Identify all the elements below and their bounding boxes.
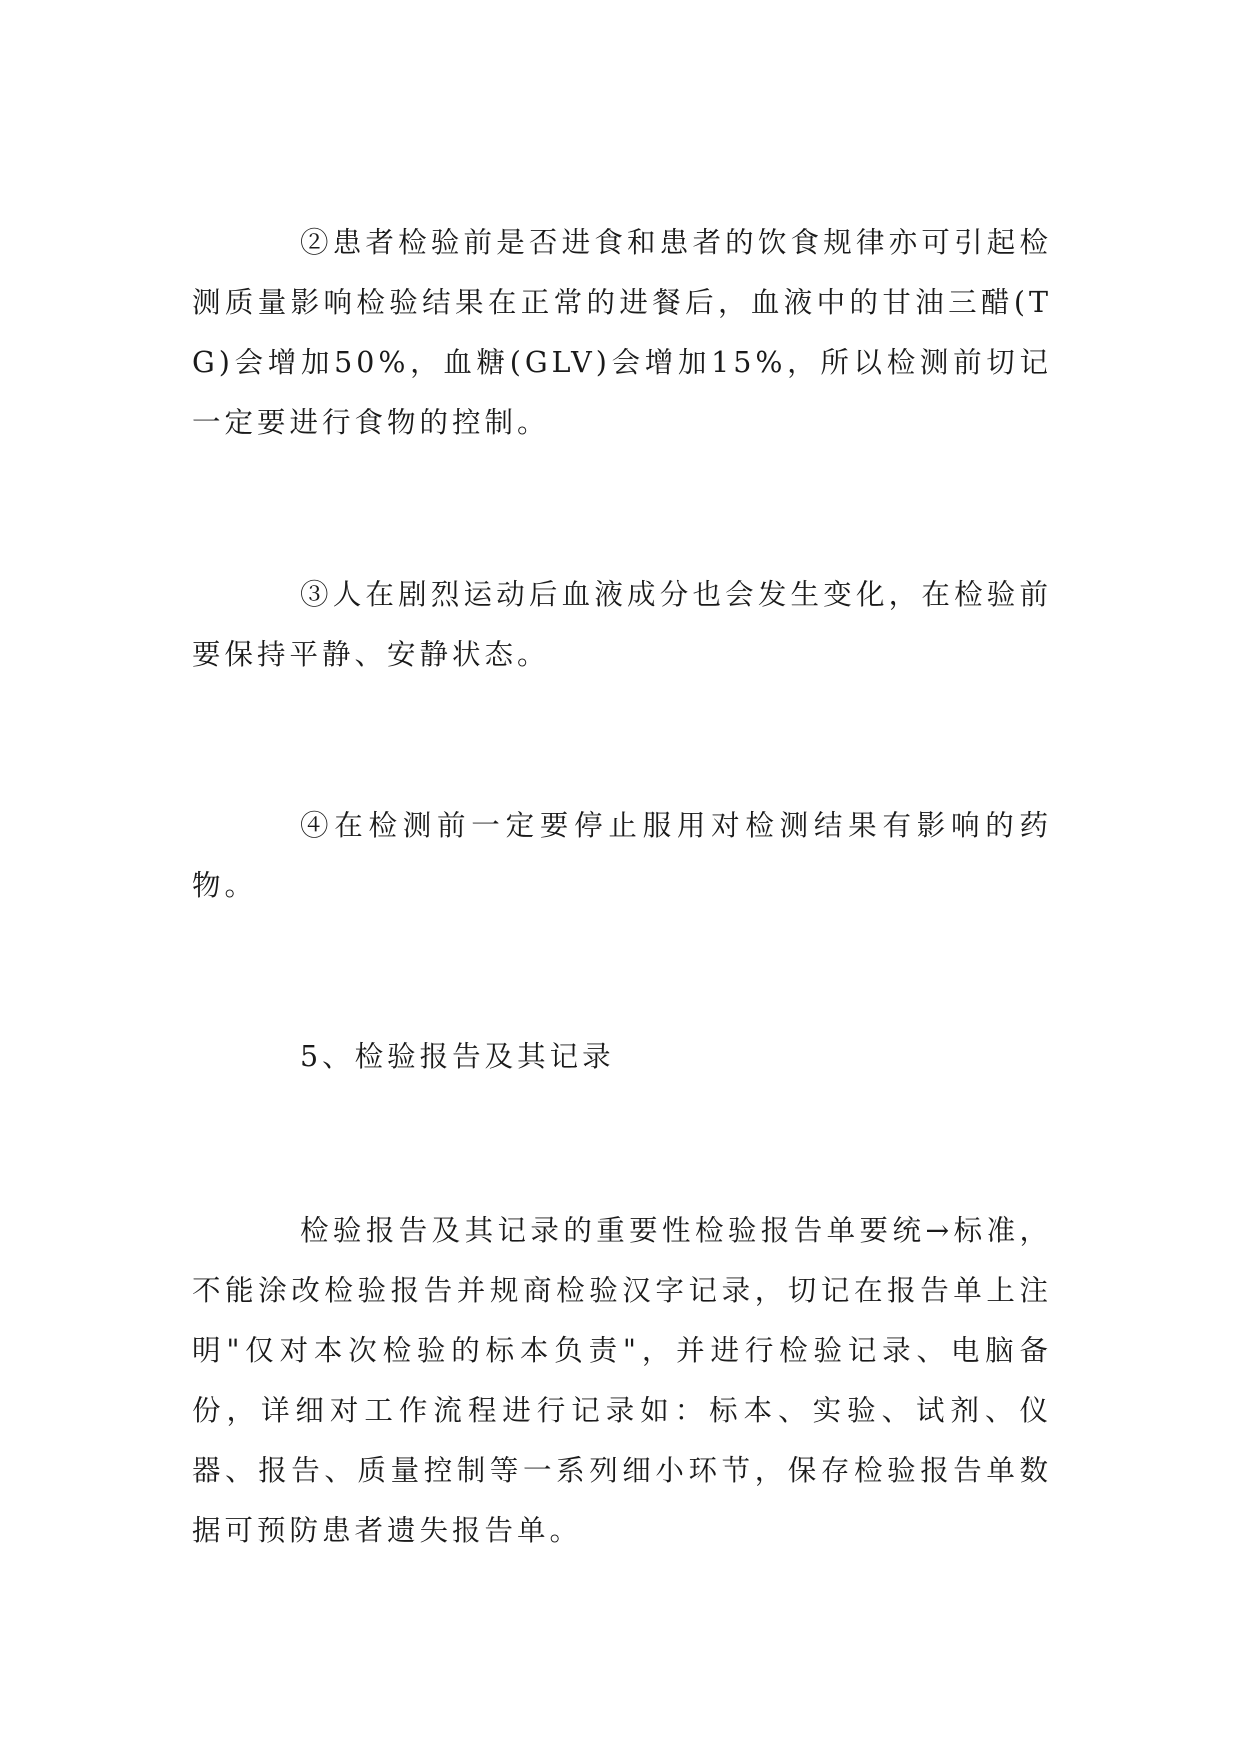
paragraph-report-records: 检验报告及其记录的重要性检验报告单要统→标准，不能涂改检验报告并规商检验汉字记录，切记在报告单上注明"仅对本次检验的标本负责"，并进行检验记录、电脑备份，详细对工作流程进行记录如：标本、实验、试剂、仪器、报告、质量控制等一系列细小环节，保存检验报告单数据可预防患者遗失报告单。	[192, 1214, 1052, 1547]
section-heading-report: 5、检验报告及其记录	[300, 1040, 615, 1073]
paragraph-pre-exam-diet: ②患者检验前是否进食和患者的饮食规律亦可引起检测质量影响检验结果在正常的进餐后，血液中的甘油三醋(TG)会增加50%，血糖(GLV)会增加15%，所以检测前切记一定要进行食物的控制。	[192, 226, 1052, 439]
paragraph-medication: ④在检测前一定要停止服用对检测结果有影响的药物。	[192, 809, 1052, 902]
paragraph-exercise: ③人在剧烈运动后血液成分也会发生变化，在检验前要保持平静、安静状态。	[192, 578, 1052, 671]
